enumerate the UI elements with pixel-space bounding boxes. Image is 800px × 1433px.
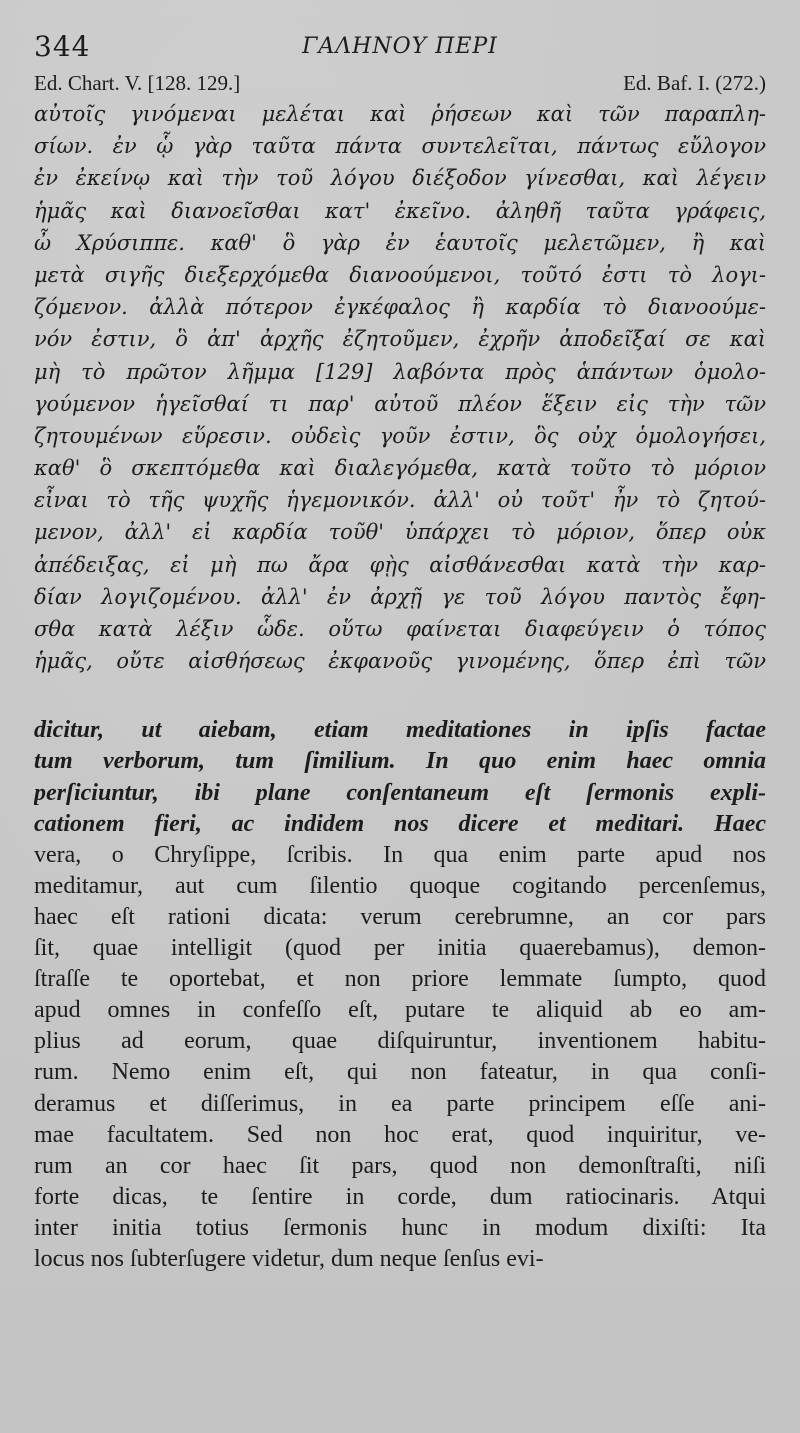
latin-line: forte dicas, te ſentire in corde, dum ratiocinaris. Atqui [34,1183,766,1210]
greek-line: μὴ τὸ πρῶτον λῆμμα [129] λαβόντα πρὸς ἁπάντων ὁμολο- [34,359,766,384]
greek-line: καθ' ὃ σκεπτόμεθα καὶ διαλεγόμεθα, κατὰ τοῦτο τὸ μόριον [34,456,766,481]
greek-line: σίων. ἐν ᾧ γὰρ ταῦτα πάντα συντελεῖται, πάντως εὔλογον [34,134,766,159]
latin-line: tum verborum, tum ſimilium. In quo enim haec omnia [34,748,766,775]
greek-line: ἡμᾶς, οὔτε αἰσθήσεως ἐκφανοῦς γινομένης, ὅπερ ἐπὶ τῶν [34,649,766,674]
greek-line: ἐν ἐκείνῳ καὶ τὴν τοῦ λόγου διέξοδον γίνεσθαι, καὶ λέγειν [34,166,766,191]
greek-line: νόν ἐστιν, ὃ ἀπ' ἀρχῆς ἐζητοῦμεν, ἐχρῆν ἀποδεῖξαί σε καὶ [34,327,766,352]
greek-line: εἶναι τὸ τῆς ψυχῆς ἡγεμονικόν. ἀλλ' οὐ τοῦτ' ἦν τὸ ζητού- [34,488,766,513]
greek-line: ὦ Χρύσιππε. καθ' ὃ γὰρ ἐν ἑαυτοῖς μελετῶμεν, ἢ καὶ [34,230,766,255]
latin-line: haec eſt rationi dicata: verum cerebrumne, an cor pars [34,903,766,930]
latin-text-block [34,715,766,1275]
greek-line: ζητουμένων εὕρεσιν. οὐδεὶς γοῦν ἐστιν, ὃς οὐχ ὁμολογήσει, [34,423,766,448]
greek-text-block [34,98,766,677]
running-title: ΓΑΛΗΝΟΥ ΠΕΡΙ [302,34,498,59]
greek-line: ἡμᾶς καὶ διανοεῖσθαι κατ' ἐκεῖνο. ἀληθῆ ταῦτα γράφεις, [34,198,766,223]
running-head [34,26,766,66]
edition-ref-left: Ed. Chart. V. [128. 129.] [34,71,241,95]
greek-line: σθα κατὰ λέξιν ὧδε. οὕτω φαίνεται διαφεύγειν ὁ τόπος [34,617,766,641]
latin-line: inter initia totius ſermonis hunc in modum dixiſti: Ita [34,1214,766,1241]
latin-line: rum an cor haec ſit pars, quod non demonſtraſti, niſi [34,1152,766,1179]
page-number: 344 [34,30,91,63]
greek-line: μετὰ σιγῆς διεξερχόμεθα διανοούμενοι, τοῦτό ἐστι τὸ λογι- [34,262,766,287]
greek-line: αὐτοῖς γινόμεναι μελέται καὶ ῥήσεων καὶ τῶν παραπλη- [34,102,766,126]
latin-line: mae facultatem. Sed non hoc erat, quod inquiritur, ve- [34,1121,766,1148]
greek-line: γούμενον ἡγεῖσθαί τι παρ' αὐτοῦ πλέον ἕξειν εἰς τὴν τῶν [34,391,766,416]
latin-line: ſit, quae intelligit (quod per initia quaerebamus), demon- [34,935,766,962]
latin-line: perſiciuntur, ibi plane conſentaneum eſt ſermonis expli- [34,779,766,806]
latin-line: locus nos ſubterſugere videtur, dum neque ſenſus evi- [34,1245,544,1272]
edition-references [34,68,766,98]
latin-line: cationem fieri, ac indidem nos dicere et meditari. Haec [34,810,766,837]
latin-line: deramus et diſſerimus, in ea parte principem eſſe ani- [34,1090,766,1117]
latin-line: vera, o Chryſippe, ſcribis. In qua enim parte apud nos [34,841,766,868]
edition-ref-right: Ed. Baf. I. (272.) [623,71,766,95]
latin-line: dicitur, ut aiebam, etiam meditationes in ipſis factae [34,717,766,744]
greek-line: δίαν λογιζομένου. ἀλλ' ἐν ἀρχῇ γε τοῦ λόγου παντὸς ἔφη- [34,584,766,609]
latin-line: meditamur, aut cum ſilentio quoque cogitando percenſemus, [34,872,766,899]
greek-line: μενον, ἀλλ' εἰ καρδία τοῦθ' ὑπάρχει τὸ μόριον, ὅπερ οὐκ [34,520,766,545]
latin-line: plius ad eorum, quae diſquiruntur, inventionem habitu- [34,1028,766,1055]
latin-line: rum. Nemo enim eſt, qui non fateatur, in qua conſi- [34,1059,766,1086]
latin-line: ſtraſſe te oportebat, et non priore lemmate ſumpto, quod [34,966,766,993]
greek-line: ζόμενον. ἀλλὰ πότερον ἐγκέφαλος ἢ καρδία τὸ διανοούμε- [34,295,766,320]
latin-line: apud omnes in confeſſo eſt, putare te aliquid ab eo am- [34,997,766,1024]
greek-line: ἀπέδειξας, εἰ μὴ πω ἄρα φῂς αἰσθάνεσθαι κατὰ τὴν καρ- [34,552,766,577]
